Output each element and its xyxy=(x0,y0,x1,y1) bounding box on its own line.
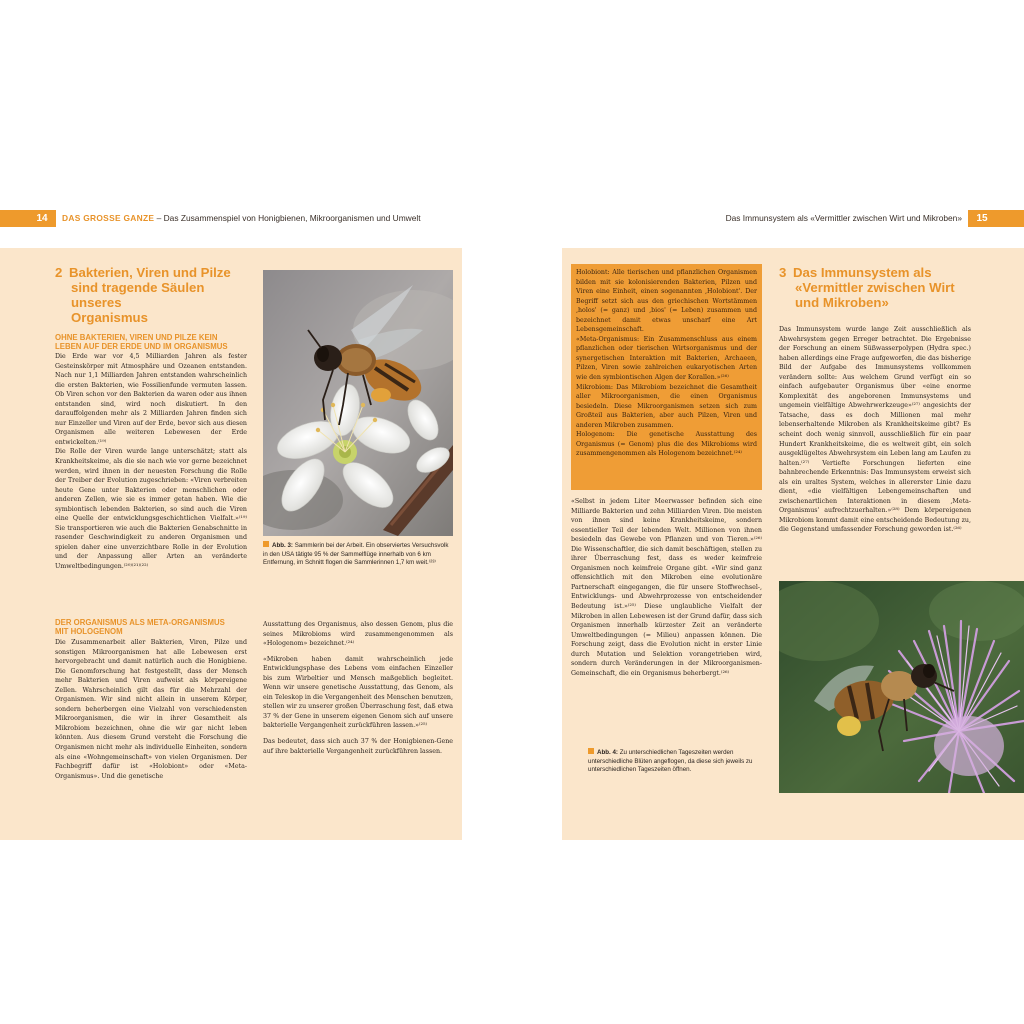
page-number-left: 14 xyxy=(36,213,48,224)
right-column-1-text xyxy=(571,497,762,709)
paragraph-microbes: «Selbst in jedem Liter Meerwasser befinden sich eine Milliarde Bakterien und zehn Milliarden Viren. Die meisten von ihnen sind keine Krankheitskeime, sondern essentieller Teil der lebenden Welt. Millionen von ihnen besiedeln das Gewebe von Pflanzen und von Tieren.»⁽²⁶⁾ Die Wissenschaftler, die sich damit beschäftigen, stellen zu ihrer Überraschung fest, dass es weder keimfreie Organismen noch keimfreie Organe gibt. «Wir sind ganz offensichtlich mit den Mikroben eine evolutionäre Partnerschaft eingegangen, die für unsere Stoffwechsel-, Entwicklungs- und Abwehrprozesse von entscheidender Bedeutung ist.»⁽²⁵⁾ Diese unglaubliche Vielfalt der Mikroben in allen Lebewesen ist der Grund dafür, dass sich Organismen innerhalb kürzester Zeit an veränderte Umweltbedingungen (= Milieu) anpassen können. Die Forschung zeigt, dass die Evolution nicht in erster Linie durch Mutation und Selektion vorangetrieben wird, sondern durch Veränderungen in der Mikroorganismen-Gemeinschaft, die ein Organismus beherbergt.⁽²⁶⁾ xyxy=(571,498,762,677)
left-column-1-text xyxy=(55,352,247,592)
definition-hologenom: Hologenom: Die genetische Ausstattung des Organismus (= Genom) plus die des Mikrobioms wird zusammengenommen als Hologenom bezeichnet.⁽²⁴⁾ xyxy=(576,431,757,458)
paragraph-4: Ausstattung des Organismus, also dessen Genom, plus die seines Mikrobioms wird zusammengenommen als «Hologenom» bezeichnet.⁽²⁴⁾ xyxy=(263,621,453,648)
definition-box xyxy=(571,264,762,490)
figure-3-caption xyxy=(263,541,453,568)
bee-blossom-illustration xyxy=(263,270,453,536)
left-page xyxy=(0,248,462,840)
subheading-2-line2: MIT HOLOGENOM xyxy=(55,627,123,637)
left-subheading-1 xyxy=(55,333,255,352)
right-page xyxy=(562,248,1024,840)
paragraph-5: Das bedeutet, dass sich auch 37 % der Honigbienen-Gene auf ihre bakterielle Vergangenheit zurückführen lassen. xyxy=(263,738,453,755)
caption-4-text: Zu unterschiedlichen Tageszeiten werden unterschiedliche Blüten angeflogen, da diese sich jeweils zu unterschiedlichen Tageszeiten öffnen. xyxy=(588,749,753,774)
header-subtitle: – Das Zusammenspiel von Honigbienen, Mikroorganismen und Umwelt xyxy=(156,213,421,223)
caption-marker-icon xyxy=(263,541,269,547)
subheading-2-line1: DER ORGANISMUS ALS META-ORGANISMUS xyxy=(55,618,225,627)
bee-thistle-illustration xyxy=(779,581,1024,793)
left-heading-line3: Organismus xyxy=(71,310,148,325)
left-column-1-text-2 xyxy=(55,638,247,798)
right-heading-number: 3 xyxy=(779,265,787,280)
paragraph-2: Die Rolle der Viren wurde lange unterschätzt; statt als Krankheitskeime, als die sie nach wie vor gerne bezeichnet werden, wird ihnen in der neuesten Forschung die Rolle der Treiber der Evolution zugeschrieben: «Viren verbreiten heute Gene unter Bakterien oder menschlichen oder anderen Zellen, wie sie es immer getan haben. Wie die symbiontisch lebenden Bakterien, so sind auch die Viren eine Quelle der entwicklungsgeschichtlichen Vielfalt.»⁽¹⁹⁾ Sie transportieren wie auch die Bakterien Genabschnitte in rasender Geschwindigkeit zu anderen Organismen und spielen daher eine unverzichtbare Rolle in der Evolution und der Anpassung aller Arten an veränderte Umweltbedingungen.⁽²⁰⁾⁽²¹⁾⁽²²⁾ xyxy=(55,448,247,571)
bee-on-white-blossom-photo xyxy=(263,270,453,536)
paragraph-3: Die Zusammenarbeit aller Bakterien, Viren, Pilze und sonstigen Mikroorganismen hat alle Lebewesen erst hervorgebracht und damit natürlich auch die Honigbiene. Die Genomforschung hat festgestellt, dass der Mensch mehr Bakterien und Viren aufweist als körpereigene Zellen. Wahrscheinlich gilt das für die Mehrzahl der Organismen. Wir sind nicht allein in unserem Körper, sondern beherbergen eine Vielzahl von verschiedensten Mikroorganismen, die wir in ihrer Gesamtheit als Mikrobiom bezeichnen, ohne die wir gar nicht leben könnten. Aus diesem Grund versteht die Forschung die Organismen nicht mehr als individuelle Einheiten, sondern als eine «Wohngemeinschaft» von vielen Organismen. Der Fachbegriff dafür ist «Holobiont» oder «Meta-Organismus». Und die genetische xyxy=(55,639,247,780)
caption-marker-icon xyxy=(588,748,594,754)
caption-3-text: Sammlerin bei der Arbeit. Ein observiertes Versuchsvolk in den USA tätigte 95 % der Sammelflüge innerhalb von 6 km Entfernung, im Schnitt flogen die Sammlerinnen 1,7 km weit.⁽²³⁾ xyxy=(263,542,449,567)
left-subheading-2 xyxy=(55,618,255,637)
definition-holobiont: Holobiont: Alle tierischen und pflanzlichen Organismen bilden mit sie kolonisierenden Bakterien, Pilzen und Viren eine Einheit, einen sogenannten ‚Holobiont'. Der Begriff setzt sich aus den griechischen Wortstämmen ‚holos' (= ganz) und ‚bios' (= Leben) zusammen und bezeichnet damit etwas unscharf eine Art Lebensgemeinschaft. xyxy=(576,269,757,334)
figure-4-caption xyxy=(588,748,763,775)
right-heading-line2: «Vermittler zwischen Wirt xyxy=(795,280,955,295)
paragraph-immune-system: Das Immunsystem wurde lange Zeit ausschließlich als Abwehrsystem gegen Erreger betrachtet. Die Ergebnisse der Forschung an einem Süßwasserpolypen (Hydra spec.) haben allerdings eine Frage aufgeworfen, die das bisherige Bild der Aufgabe des Immunsystems vollkommen verändern sollte: Aus welchem Grund verfügt ein so einfach aufgebauter Organismus über «eine enorme Komplexität des angeborenen Immunsystems und ungemein vielfältige Abwehrwerkzeuge»⁽²⁷⁾ angesichts der Tatsache, dass es doch Millionen mal mehr lebenserhaltende Mikroben als Krankheitskeime gibt? Es scheint doch wenig sinnvoll, ausschließlich für ein paar Hundert Krankheitskeime, die es weltweit gibt, ein solch ausgeklügeltes Abwehrsystem ein Leben lang am Laufen zu halten.⁽²⁷⁾ Vertiefte Forschungen lieferten eine bahnbrechende Erkenntnis: Das Immunsystem erweist sich als ein uraltes System, welches in allererster Linie dazu dient, «die vielfältigen Lebengemeinschaften und zwischenartlichen Interaktionen in diesem ‚Meta-Organismus' aufrechtzuerhalten.»⁽²⁸⁾ Dem körpereigenen Mikrobiom kommt damit eine entscheidende Bedeutung zu, die Gegenstand umfassender Forschung geworden ist.⁽²⁶⁾ xyxy=(779,326,971,534)
header-section-label: DAS GROSSE GANZE xyxy=(62,213,155,223)
left-heading-line2: sind tragende Säulen unseres xyxy=(71,280,205,310)
left-heading xyxy=(55,265,255,325)
subheading-1-line1: OHNE BAKTERIEN, VIREN UND PILZE KEIN xyxy=(55,333,218,342)
bee-on-thistle-photo xyxy=(779,581,1024,793)
page-number-right: 15 xyxy=(976,213,988,224)
right-heading-line3: und Mikroben» xyxy=(795,295,889,310)
right-column-2-text xyxy=(779,325,971,565)
right-heading xyxy=(779,265,979,310)
header-right-title: Das Immunsystem als «Vermittler zwischen Wirt und Mikroben» xyxy=(725,213,962,223)
left-heading-number: 2 xyxy=(55,265,63,280)
caption-4-label: Abb. 4: xyxy=(597,749,618,756)
definition-meta-organismus: «Meta-Organismus: Ein Zusammenschluss aus einem pflanzlichen oder tierischen Wirtsorganismus und der synergetischen Interaktion mit Bakterien, Archaeen, Pilzen, Viren sowie zahlreichen eukaryotischen Arten wie den symbiontischen Algen der Korallen.»⁽²⁶⁾ xyxy=(576,335,757,382)
caption-3-label: Abb. 3: xyxy=(272,542,293,549)
left-heading-line1: Bakterien, Viren und Pilze xyxy=(69,265,231,280)
quote-1: «Mikroben haben damit wahrscheinlich jede Entwicklungsphase des Lebens vom einfachen Einzeller bis zum Wirbeltier und Mensch maßgeblich begleitet. Wenn wir unsere genetische Ausstattung, das Genom, als ein Teleskop in die Vergangenheit des Menschen benutzen, stellen wir zu unserer großen Überraschung fest, daß etwa 37 % der Gene in unserem eigenen Genom sich auf unsere bakterielle Vergangenheit zurückführen lassen.»⁽²⁵⁾ xyxy=(263,655,453,730)
definition-mikrobiom: Mikrobiom: Das Mikrobiom bezeichnet die Gesamtheit aller Mikroorganismen, die einen Organismus besiedeln. Diese Mikroorganismen setzen sich zum Großteil aus Bakterien, aber auch Pilzen, Viren und anderen Mikroben zusammen. xyxy=(576,383,757,429)
paragraph-1: Die Erde war vor 4,5 Milliarden Jahren als fester Gesteinskörper mit Atmosphäre und Ozeanen entstanden. Nach nur 1,1 Milliarden Jahren entstanden wahrscheinlich die ersten Bakterien, wie Fossilienfunde vermuten lassen. Ob Viren schon vor den Bakterien da waren oder aus ihnen entstanden sind, wird noch diskutiert. In den darauffolgenden mehr als 2 Milliarden Jahren finden sich nur Einzeller und Viren auf der Erde, bevor sich aus diesen Organismen alle weiteren Lebewesen der Erde entwickelten.⁽¹⁹⁾ xyxy=(55,353,247,446)
left-column-2-text xyxy=(263,620,453,800)
subheading-1-line2: LEBEN AUF DER ERDE UND IM ORGANISMUS xyxy=(55,342,228,352)
header-left-text xyxy=(62,210,421,227)
right-heading-line1: Das Immunsystem als xyxy=(793,265,932,280)
